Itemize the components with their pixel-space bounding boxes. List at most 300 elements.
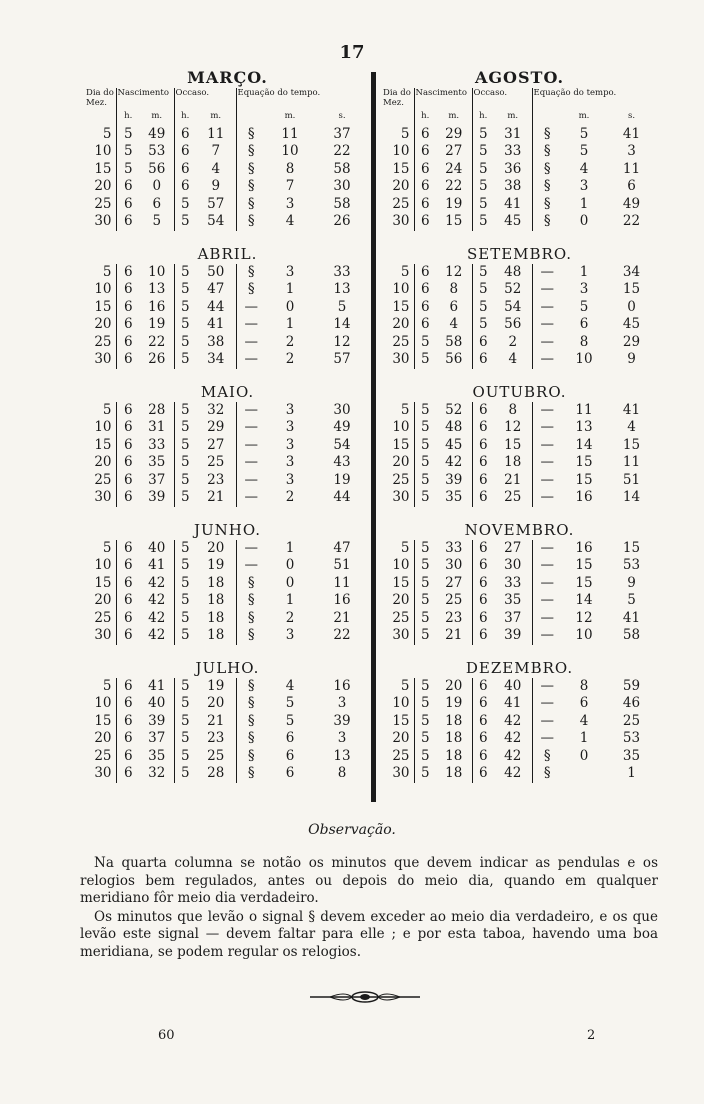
- cell-sign: §: [236, 713, 266, 731]
- cell-m2: 39: [504, 627, 522, 643]
- cell-m1: 0: [152, 178, 162, 194]
- cell-s3: 3: [627, 143, 636, 159]
- cell-m1: 31: [148, 419, 166, 435]
- cell-m2: 25: [207, 454, 225, 470]
- month-section: [382, 382, 657, 507]
- cell-m1: 21: [445, 627, 463, 643]
- cell-day: 25: [392, 471, 410, 488]
- cell-m1: 56: [148, 160, 166, 177]
- cell-s3: 3: [337, 730, 347, 746]
- cell-m3: 3: [285, 401, 295, 418]
- cell-m3: 5: [579, 125, 589, 142]
- cell-h2: 5: [174, 196, 196, 214]
- cell-sign: §: [236, 161, 266, 179]
- cell-h2: 5: [472, 281, 494, 299]
- cell-h1: 6: [116, 540, 140, 558]
- cell-day: 25: [94, 333, 112, 350]
- cell-day: 10: [94, 281, 112, 297]
- cell-s3: 3: [337, 695, 347, 711]
- month-title: MARÇO.: [187, 68, 268, 87]
- cell-m1: 23: [445, 609, 463, 626]
- cell-h2: 5: [174, 213, 196, 231]
- cell-m2: 25: [207, 747, 225, 764]
- cell-m2: 9: [211, 178, 221, 194]
- table-row: [382, 489, 657, 507]
- cell-h1: 6: [116, 575, 140, 593]
- cell-m1: 18: [445, 765, 463, 781]
- cell-s3: 59: [622, 677, 641, 694]
- table-row: [382, 419, 657, 437]
- cell-day: 30: [94, 765, 112, 781]
- cell-m1: 53: [148, 143, 166, 159]
- cell-h1: 6: [116, 334, 140, 352]
- cell-m2: 38: [504, 178, 522, 194]
- cell-m2: 41: [207, 316, 225, 332]
- table-row: [85, 575, 370, 593]
- cell-s3: 9: [627, 574, 636, 591]
- cell-m1: 16: [148, 298, 166, 315]
- cell-s3: 49: [333, 419, 351, 435]
- cell-m3: 15: [575, 471, 593, 488]
- table-row: [382, 713, 657, 731]
- cell-m1: 40: [148, 539, 166, 556]
- cell-h2: 6: [472, 540, 494, 558]
- cell-m1: 27: [445, 143, 463, 159]
- cell-day: 5: [400, 401, 410, 418]
- cell-s3: 45: [622, 316, 641, 332]
- observation-paragraph-1: Na quarta columna se notão os minutos que devem indicar as pendulas e os relogios bem regulados, antes ou depois do meio dia, quando em qualquer meridiano fôr meio dia verdadeiro.: [80, 855, 658, 906]
- cell-h1: 5: [116, 161, 140, 179]
- cell-sign: —: [532, 316, 562, 334]
- table-row: [85, 557, 370, 575]
- cell-m2: 54: [504, 298, 522, 315]
- cell-m1: 35: [148, 747, 166, 764]
- cell-sign: —: [532, 489, 562, 507]
- cell-sign: —: [532, 678, 562, 696]
- cell-sign: §: [532, 143, 562, 161]
- cell-h1: 6: [116, 695, 140, 713]
- cell-day: 25: [94, 609, 112, 626]
- cell-h1: 6: [116, 713, 140, 731]
- cell-h1: 6: [116, 196, 140, 214]
- month-section: [85, 520, 370, 645]
- observation-paragraph-2: Os minutos que levão o signal § devem exceder ao meio dia verdadeiro, e os que levão este signal — devem faltar para elle ; e por esta taboa, havendo uma boa meridiana, se podem regular os relogios.: [80, 908, 658, 960]
- cell-m1: 49: [148, 125, 166, 142]
- cell-sign: §: [532, 161, 562, 179]
- cell-h2: 5: [472, 213, 494, 231]
- cell-m1: 35: [445, 489, 463, 505]
- cell-h2: 5: [174, 627, 196, 645]
- unit-label: s.: [338, 111, 346, 121]
- cell-m3: 2: [285, 609, 295, 626]
- cell-h2: 6: [472, 765, 494, 783]
- cell-s3: 30: [333, 401, 351, 418]
- cell-m3: 3: [285, 454, 295, 470]
- cell-h2: 6: [472, 402, 494, 420]
- cell-h2: 6: [472, 713, 494, 731]
- cell-m1: 22: [445, 178, 463, 194]
- cell-m3: 4: [579, 712, 589, 729]
- cell-sign: §: [532, 765, 562, 783]
- cell-m2: 42: [504, 747, 522, 764]
- cell-sign: —: [532, 557, 562, 575]
- cell-m1: 48: [445, 419, 463, 435]
- cell-day: 15: [392, 574, 410, 591]
- cell-m1: 13: [148, 281, 166, 297]
- cell-s3: 58: [333, 160, 351, 177]
- cell-h2: 5: [174, 489, 196, 507]
- cell-day: 10: [392, 557, 410, 573]
- cell-m2: 19: [207, 557, 225, 573]
- cell-m3: 2: [285, 351, 295, 367]
- cell-day: 15: [392, 160, 410, 177]
- table-row: [382, 143, 657, 161]
- table-row: [85, 454, 370, 472]
- cell-sign: §: [236, 264, 266, 282]
- cell-m2: 41: [504, 695, 522, 711]
- cell-m1: 10: [148, 263, 166, 280]
- cell-day: 25: [94, 747, 112, 764]
- cell-day: 30: [94, 489, 112, 505]
- cell-sign: —: [532, 281, 562, 299]
- cell-s3: 54: [333, 436, 351, 453]
- cell-h1: 6: [414, 126, 436, 144]
- table-row: [382, 161, 657, 179]
- cell-m2: 25: [504, 489, 522, 505]
- table-row: [382, 351, 657, 369]
- cell-h2: 5: [174, 402, 196, 420]
- cell-day: 5: [400, 263, 410, 280]
- cell-m3: 14: [575, 592, 593, 608]
- cell-h1: 6: [116, 178, 140, 196]
- cell-m2: 18: [207, 609, 225, 626]
- cell-h1: 6: [116, 592, 140, 610]
- cell-h2: 5: [174, 557, 196, 575]
- cell-day: 5: [400, 539, 410, 556]
- cell-h2: 5: [174, 419, 196, 437]
- cell-h2: 5: [174, 730, 196, 748]
- cell-m2: 15: [504, 436, 522, 453]
- table-row: [382, 178, 657, 196]
- cell-h1: 6: [116, 316, 140, 334]
- table-row: [382, 264, 657, 282]
- cell-h2: 6: [472, 437, 494, 455]
- cell-m3: 0: [285, 557, 295, 573]
- cell-m2: 41: [504, 195, 522, 212]
- table-row: [85, 126, 370, 144]
- cell-day: 15: [94, 574, 112, 591]
- cell-sign: —: [532, 419, 562, 437]
- cell-s3: 41: [622, 125, 641, 142]
- cell-m2: 33: [504, 574, 522, 591]
- cell-m3: 15: [575, 557, 593, 573]
- cell-m3: 6: [579, 316, 589, 332]
- cell-h2: 6: [472, 489, 494, 507]
- cell-h1: 5: [414, 334, 436, 352]
- cell-h2: 6: [174, 178, 196, 196]
- cell-m1: 28: [148, 401, 166, 418]
- cell-sign: §: [532, 748, 562, 766]
- cell-m2: 57: [207, 195, 225, 212]
- cell-m1: 18: [445, 730, 463, 746]
- cell-h1: 6: [414, 143, 436, 161]
- cell-m2: 27: [207, 436, 225, 453]
- cell-sign: —: [532, 334, 562, 352]
- month-section: [382, 68, 657, 231]
- cell-day: 30: [392, 489, 410, 505]
- cell-h1: 6: [116, 489, 140, 507]
- cell-m2: 42: [504, 765, 522, 781]
- cell-s3: 22: [622, 213, 641, 229]
- cell-h2: 6: [472, 419, 494, 437]
- cell-m3: 3: [579, 178, 589, 194]
- equation-table: [382, 402, 658, 507]
- cell-s3: 33: [333, 263, 351, 280]
- unit-label: m.: [210, 111, 222, 121]
- cell-m3: 3: [285, 419, 295, 435]
- cell-h1: 5: [414, 489, 436, 507]
- cell-h2: 5: [174, 437, 196, 455]
- cell-h1: 6: [116, 281, 140, 299]
- cell-day: 15: [94, 160, 112, 177]
- cell-s3: 5: [337, 298, 347, 315]
- cell-m1: 18: [445, 712, 463, 729]
- cell-h1: 5: [414, 557, 436, 575]
- cell-m1: 42: [148, 627, 166, 643]
- cell-h2: 6: [472, 627, 494, 645]
- cell-s3: 35: [622, 747, 641, 764]
- cell-s3: 0: [627, 298, 636, 315]
- cell-sign: —: [236, 454, 266, 472]
- table-row: [382, 748, 657, 766]
- cell-sign: —: [236, 489, 266, 507]
- cell-m3: 1: [579, 195, 589, 212]
- cell-s3: 53: [622, 557, 641, 573]
- cell-m3: [562, 765, 606, 783]
- table-row: [85, 281, 370, 299]
- cell-h1: 6: [116, 748, 140, 766]
- cell-h1: 5: [414, 748, 436, 766]
- table-row: [382, 472, 657, 490]
- cell-day: 5: [102, 125, 112, 142]
- table-row: [85, 213, 370, 231]
- month-section: [85, 658, 370, 783]
- cell-s3: 13: [333, 281, 351, 297]
- cell-h2: 5: [174, 472, 196, 490]
- cell-m3: 7: [285, 178, 295, 194]
- cell-m1: 56: [445, 351, 463, 367]
- cell-h2: 6: [174, 143, 196, 161]
- cell-s3: 41: [622, 609, 641, 626]
- cell-m3: 11: [575, 401, 593, 418]
- cell-day: 10: [392, 419, 410, 435]
- cell-day: 10: [94, 695, 112, 711]
- table-row: [85, 695, 370, 713]
- table-row: [85, 472, 370, 490]
- cell-m1: 4: [449, 316, 459, 332]
- cell-m2: 19: [207, 677, 225, 694]
- cell-m3: 11: [281, 125, 299, 142]
- cell-m1: 20: [445, 677, 463, 694]
- cell-s3: 58: [333, 195, 351, 212]
- cell-m1: 58: [445, 333, 463, 350]
- cell-m2: 4: [508, 351, 518, 367]
- cell-m3: 16: [575, 489, 593, 505]
- cell-m2: 35: [504, 592, 522, 608]
- column-divider: [371, 72, 376, 802]
- table-row: [85, 178, 370, 196]
- table-row: [382, 281, 657, 299]
- cell-sign: §: [236, 575, 266, 593]
- cell-h1: 5: [414, 610, 436, 628]
- cell-h2: 5: [472, 178, 494, 196]
- cell-day: 25: [392, 333, 410, 350]
- cell-day: 5: [400, 677, 410, 694]
- cell-m2: 18: [207, 592, 225, 608]
- cell-m1: 15: [445, 213, 463, 229]
- header-equation: Equação do tempo.: [532, 88, 657, 108]
- cell-m2: 36: [504, 160, 522, 177]
- header-sunrise: Nascimento: [116, 88, 174, 108]
- cell-sign: —: [236, 316, 266, 334]
- cell-h1: 6: [116, 627, 140, 645]
- cell-h2: 5: [472, 143, 494, 161]
- cell-m3: 4: [285, 213, 295, 229]
- cell-sign: §: [236, 748, 266, 766]
- cell-m1: 45: [445, 436, 463, 453]
- cell-day: 15: [94, 298, 112, 315]
- month-title: DEZEMBRO.: [465, 658, 574, 677]
- month-section: [382, 244, 657, 369]
- cell-s3: 53: [622, 730, 641, 746]
- cell-s3: 51: [333, 557, 351, 573]
- month-title: MAIO.: [200, 382, 255, 401]
- cell-h1: 5: [414, 402, 436, 420]
- cell-day: 20: [392, 178, 410, 194]
- cell-day: 15: [392, 436, 410, 453]
- cell-h1: 5: [414, 592, 436, 610]
- cell-day: 10: [392, 281, 410, 297]
- cell-day: 30: [94, 213, 112, 229]
- cell-sign: —: [236, 334, 266, 352]
- table-row: [382, 454, 657, 472]
- cell-m3: 3: [285, 263, 295, 280]
- cell-m3: 1: [285, 316, 295, 332]
- cell-s3: 14: [622, 489, 641, 505]
- table-row: [85, 730, 370, 748]
- cell-m1: 26: [148, 351, 166, 367]
- cell-h2: 5: [174, 264, 196, 282]
- cell-h1: 5: [414, 695, 436, 713]
- unit-label: [382, 108, 414, 126]
- cell-sign: —: [236, 540, 266, 558]
- month-title: JUNHO.: [193, 520, 262, 539]
- unit-label: h.: [174, 108, 196, 126]
- cell-sign: §: [236, 126, 266, 144]
- cell-m3: 12: [575, 609, 593, 626]
- cell-m2: 52: [504, 281, 522, 297]
- cell-s3: 15: [622, 436, 641, 453]
- cell-sign: —: [532, 351, 562, 369]
- cell-h1: 6: [414, 196, 436, 214]
- cell-day: 10: [94, 419, 112, 435]
- cell-h1: 5: [414, 540, 436, 558]
- cell-h1: 5: [414, 713, 436, 731]
- cell-sign: —: [532, 730, 562, 748]
- cell-m1: 37: [148, 471, 166, 488]
- cell-m3: 3: [285, 436, 295, 453]
- cell-h1: 6: [116, 213, 140, 231]
- cell-s3: 26: [333, 213, 351, 229]
- table-row: [85, 196, 370, 214]
- cell-h1: 5: [116, 143, 140, 161]
- cell-m3: 4: [285, 677, 295, 694]
- cell-h1: 6: [414, 161, 436, 179]
- left-column: [85, 68, 370, 796]
- header-day: Dia do Mez.: [383, 88, 411, 108]
- cell-m3: 15: [575, 454, 593, 470]
- cell-h2: 5: [174, 299, 196, 317]
- units-row: [85, 108, 370, 126]
- table-row: [85, 713, 370, 731]
- cell-m2: 32: [207, 401, 225, 418]
- cell-day: 10: [94, 557, 112, 573]
- cell-h1: 6: [116, 557, 140, 575]
- cell-m1: 6: [449, 298, 459, 315]
- cell-m2: 38: [207, 333, 225, 350]
- cell-m3: 8: [579, 677, 589, 694]
- cell-h2: 6: [472, 748, 494, 766]
- cell-h1: 6: [116, 610, 140, 628]
- cell-m1: 41: [148, 677, 166, 694]
- cell-h2: 6: [472, 454, 494, 472]
- equation-table: [382, 678, 658, 783]
- cell-m1: 8: [449, 281, 459, 297]
- cell-day: 30: [94, 351, 112, 367]
- cell-m2: 54: [207, 213, 225, 229]
- cell-m3: 3: [285, 471, 295, 488]
- cell-sign: —: [532, 540, 562, 558]
- month-section: [382, 658, 657, 783]
- cell-h1: 6: [116, 454, 140, 472]
- cell-m1: 19: [445, 195, 463, 212]
- cell-m3: 5: [579, 298, 589, 315]
- table-row: [382, 316, 657, 334]
- cell-m1: 35: [148, 454, 166, 470]
- table-row: [382, 437, 657, 455]
- table-row: [85, 419, 370, 437]
- header-sunset: Occaso.: [472, 88, 532, 108]
- cell-day: 30: [94, 627, 112, 643]
- cell-m1: 27: [445, 574, 463, 591]
- table-row: [382, 196, 657, 214]
- equation-table: [85, 402, 371, 507]
- table-row: [85, 143, 370, 161]
- cell-h2: 5: [174, 748, 196, 766]
- table-row: [382, 126, 657, 144]
- cell-sign: —: [236, 299, 266, 317]
- cell-m3: 0: [579, 747, 589, 764]
- cell-m3: 5: [285, 712, 295, 729]
- cell-h1: 6: [116, 678, 140, 696]
- cell-h1: 5: [414, 454, 436, 472]
- unit-label: m.: [507, 111, 519, 121]
- cell-h2: 5: [174, 281, 196, 299]
- cell-s3: 16: [333, 592, 351, 608]
- cell-h1: 6: [414, 316, 436, 334]
- cell-m3: 6: [579, 695, 589, 711]
- cell-h2: 5: [174, 592, 196, 610]
